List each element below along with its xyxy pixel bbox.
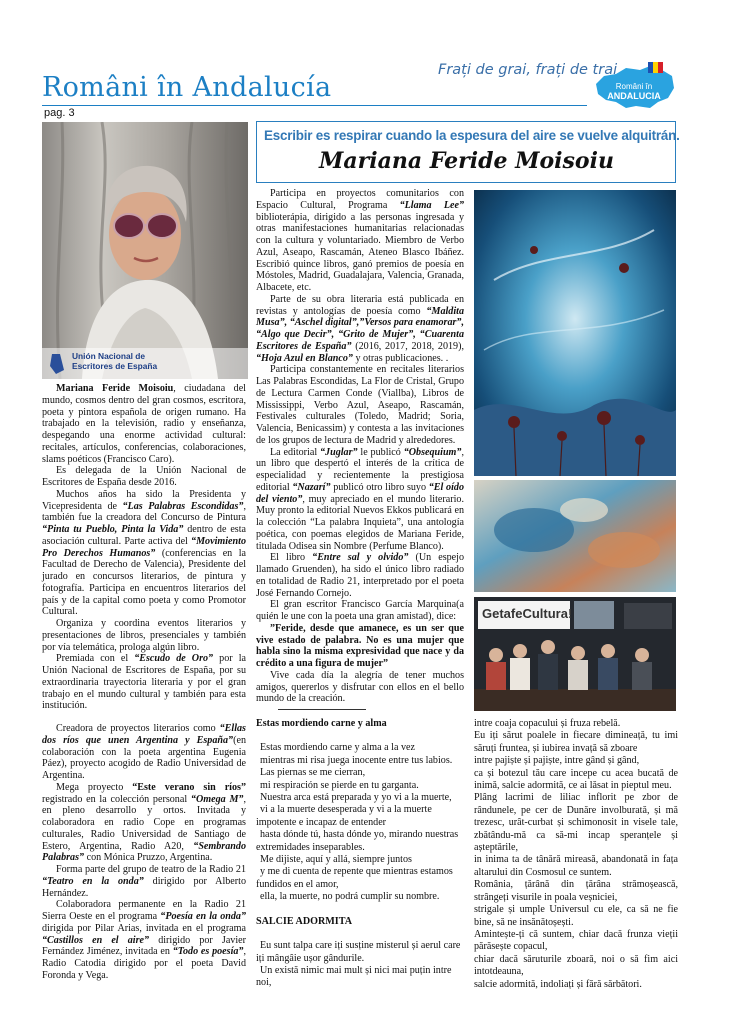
poem-line: mientras mi risa juega inocente entre tus labios. xyxy=(260,754,453,766)
column-4-poem xyxy=(474,718,678,991)
poem-line: ca și botezul tău care incepe cu acea bucată de inimă, salcie adormită, ce ai lăsat in pieptul meu. xyxy=(474,767,678,792)
poem-line: Eu sunt talpa care iți susține misterul și aerul care iți mângâie ușor gândurile. xyxy=(256,940,461,964)
poem-line: ella, la muerte, no podrá cumplir su nombre. xyxy=(260,891,440,903)
text: con Mónica Pruzzo, Argentina. xyxy=(84,852,213,864)
flag-red-icon xyxy=(658,62,663,73)
masthead-part-1: Români xyxy=(42,72,157,103)
text: La editorial xyxy=(270,446,320,458)
poem-line: vi a la muerte desesperada y vi a la muerte impotente e incapaz de entender xyxy=(256,804,432,828)
poem-line: Estas mordiendo carne y alma a la vez xyxy=(260,742,415,754)
painting-abstract-blue xyxy=(474,190,676,476)
poem-line: Un există nimic mai mult și nici mai puțin intre noi, xyxy=(256,964,452,989)
text: dentro de esta asociación cultural. Parte activa del xyxy=(42,524,247,547)
text: Participa en proyectos comunitarios con Espacio Cultural, Programa xyxy=(256,188,464,211)
event-sign-text: GetafeCultura! xyxy=(482,606,573,621)
column-2 xyxy=(256,188,464,705)
text-emph: “Pinta tu Pueblo, Pinta la Vida” xyxy=(42,524,184,535)
event-photo xyxy=(474,597,676,711)
poem-title-ro: SALCIE ADORMITA xyxy=(256,915,352,927)
text: , muy apreciado en el mundo literario. Muy pronto la editorial Nuevos Ekkos publicará en la colección “La palabra Inquieta”, una antología poética, con poemas elegidos de Mariana Feride, titulada Odisea sin Nombre (Perfume Blanco). xyxy=(256,493,464,552)
text-emph: “Juglar” xyxy=(319,446,358,458)
text-emph: “Poesía en la onda” xyxy=(160,911,246,922)
text: dirigido por Javier Fernández Jiménez, invitada en xyxy=(42,934,247,958)
poem-line: chiar dacă săruturile zboară, noi o să fim aici intotdeauna, xyxy=(474,953,678,978)
poem-line: mi respiración se pierde en tu garganta. xyxy=(260,779,419,791)
poem-line: Las piernas se me cierran, xyxy=(260,767,366,779)
page-number: pag. 3 xyxy=(44,107,75,119)
column-3-poems xyxy=(256,718,469,990)
painting-image-2 xyxy=(474,480,676,592)
text: , en pleno desarrollo y ortos. Invitada y colaboradora en radio Cope en programas culturales, Radio Universidad de Santiago de Estero, Argentina, Radio A20, xyxy=(42,793,246,852)
text-emph: “Entre sal y olvido” xyxy=(312,552,409,564)
paragraph: Vive cada día la alegría de tener muchos amigos, quererlos y disfrutar con ellos en el bello mundo de la creación. xyxy=(256,669,464,705)
poem-line: Amintește-ți că suntem, chiar dacă frunza vieții părăsește copacul, xyxy=(474,928,678,953)
text: dirigido por Alberto Hernández. xyxy=(42,875,246,899)
flag-blue-icon xyxy=(648,62,653,73)
painting-image-1 xyxy=(474,190,676,476)
text: Mega proyecto xyxy=(56,781,133,793)
poem-ro-body-start xyxy=(256,940,469,990)
paragraph: Es delegada de la Unión Nacional de Escritores de España desde 2016. xyxy=(42,465,246,488)
poem-line: Plâng lacrimi de liliac inflorit pe zbor de rândunele, pe cer de Dunăre involburată, și mă trezesc, urât-curbat și schimonosit in visele tale, zbătându-mă ca să-mi incap speranțele și așteptările, xyxy=(474,792,678,854)
paragraph xyxy=(42,383,246,465)
text-emph: “El oído del viento” xyxy=(256,481,464,505)
poem-line: România, țărână din țărâna strămoșească, strângeți visurile in poala veșniciei, xyxy=(474,879,678,903)
text: Forma parte del grupo de teatro de la Radio 21 xyxy=(56,864,246,875)
text: (2016, 2017, 2018, 2019), xyxy=(351,340,464,352)
text: registrado en la colección personal xyxy=(42,793,191,805)
paragraph xyxy=(256,188,464,294)
paragraph xyxy=(42,782,246,864)
author-portrait xyxy=(42,122,248,379)
logo-line-1: Români în xyxy=(615,82,653,91)
poem-es-body xyxy=(256,742,469,903)
text: biblioterápia, dirigido a las personas ingresada y otras manifestaciones humanitarias relacionadas con la cultura y voluntariado. Miembro de Verbo Azul, Aseapo, Rascamán, Ateneo Blasco Ibáñez. Escribió quince libros, ganó premios de poesía en Móstoles, Madrid, Guadalajara, Valencia, Granada, Albacete, etc. xyxy=(256,211,464,293)
masthead-tagline: Frați de grai, frați de trai xyxy=(438,62,618,78)
text-emph: “Llama Lee” xyxy=(399,199,464,211)
masthead-part-2: în Andalucía xyxy=(157,72,332,103)
poem-line: Nuestra arca está preparada y yo vi a la muerte, xyxy=(260,792,452,804)
text-emph: “Las Palabras Escondidas” xyxy=(122,500,244,512)
text-emph: “Todo es poesía” xyxy=(172,946,244,958)
quote: ”Feride, desde que amanece, es un ser que vive estado de palabra. No es una mujer que habla sino la misma expresividad que nace y da crédito a una figura de mujer” xyxy=(256,622,464,669)
paragraph xyxy=(42,723,246,782)
poem-line: hasta dónde tú, hasta dónde yo, mirando nuestras extremidades inseparables. xyxy=(256,829,459,853)
paragraph: El gran escritor Francisco García Marquina(a quién le une con la poeta una gran amistad), dice: xyxy=(256,599,464,622)
text: Premiada con el xyxy=(56,653,135,665)
text: y otras publicaciones. . xyxy=(352,352,449,364)
poem-title-es: Estas mordiendo carne y alma xyxy=(256,718,387,729)
text: Muchos años ha sido la Presidenta y Vicepresidenta de xyxy=(42,488,246,512)
text-emph: “Sembrando Palabras” xyxy=(42,840,246,864)
text: Parte de su obra literaria está publicada en revistas y antologías de poesía como xyxy=(256,293,464,317)
poem-line: in inima ta de tânără mireasă, abandonată in fața altarului din Cosmosul ce suntem. xyxy=(474,854,678,878)
poem-line: Me dijiste, aquí y allá, siempre juntos xyxy=(260,854,412,866)
text-emph: “Castillos en el aire” xyxy=(42,934,150,946)
paragraph xyxy=(42,899,246,981)
author-name-bold: Mariana Feride Moisoiu xyxy=(56,383,174,394)
text: Creadora de proyectos literarios como xyxy=(56,723,220,734)
poem-line: intre pajiște și pajiște, intre gând și gând, xyxy=(474,755,640,767)
masthead-title xyxy=(42,72,331,103)
article-headline: Escribir es respirar cuando la espesura del aire se vuelve alquitrán. xyxy=(264,128,680,143)
text-emph: “Movimiento Pro Derechos Humanos” xyxy=(42,535,246,559)
text: , también fue la creadora del Concurso de Pintura xyxy=(42,500,246,524)
logo-line-2: ANDALUCIA xyxy=(607,91,661,101)
flag-yellow-icon xyxy=(653,62,658,73)
header-divider xyxy=(42,105,587,106)
text: Colaboradora permanente en la Radio 21 Sierra Oeste en el programa xyxy=(42,899,246,922)
paragraph xyxy=(256,294,464,365)
poem-line: intre coaja copacului și fruza rebelă. xyxy=(474,718,621,729)
poem-line: y me di cuenta de repente que mientras estamos fundidos en el amor, xyxy=(256,866,453,890)
paragraph: Organiza y coordina eventos literarios y presentaciones de libros, presenciales y también por vía telemática, prologa algún libro. xyxy=(42,618,246,653)
text-emph: “Teatro en la onda” xyxy=(42,875,144,887)
text-emph: “Nazarí” xyxy=(292,481,331,493)
paragraph xyxy=(42,864,246,899)
text: , Radio Catodia dirigido por el poeta David Foronda y Vega. xyxy=(42,946,247,981)
paragraph xyxy=(256,447,464,553)
paragraph xyxy=(42,489,246,618)
text-emph: “Ellas dos ríos que unen Argentina y España” xyxy=(42,723,246,746)
section-divider xyxy=(278,709,366,710)
text: , un libro que despertó el interés de la crítica de especialidad y recientemente la prestigiosa editorial xyxy=(256,446,464,493)
portrait-illustration xyxy=(42,122,248,379)
text-emph: “Hoja Azul en Blanco” xyxy=(256,352,353,364)
poem-line: salcie adormită, indoliați și fără sărbători. xyxy=(474,978,642,990)
text-emph: “Omega M” xyxy=(190,793,244,805)
poem-line: strigale și umple Universul cu ele, ca să ne fie bine, să ne insănătoșești. xyxy=(474,904,678,928)
text-emph: “Maldita Musa”, “Aschel digital”,”Versos para enamorar”, “Algo que Decir”, “Grito de Mujer”, “Cuarenta Escritores de España” xyxy=(256,305,464,352)
text: El libro xyxy=(270,552,313,564)
paragraph xyxy=(256,552,464,599)
text-bold: “Este verano sin ríos” xyxy=(132,781,246,793)
text: (Un espejo llamado Gruenden), ha sido el único libro radiado en totalidad de Radio 21, interpretado por el poeta José Fernando Cornejo. xyxy=(256,552,464,599)
portrait-caption xyxy=(72,351,157,371)
text: (en colaboración con la poeta argentina Eugenia Páez), proyecto acogido de Radio Universidad de Argentina. xyxy=(42,734,246,781)
text: por la Unión Nacional de Escritores de España, por su extraordinaria trayectoria literaria y por el gran trabajo en el mundo cultural y también para esta institución. xyxy=(42,653,247,712)
article-author: Mariana Feride Moisoiu xyxy=(319,148,614,174)
paragraph xyxy=(42,653,246,712)
text: (conferencias en la Facultad de Derecho de Valencia), Presidente del jurado en concursos literarios, de pintura y fotografía. Participa en encuentros literarios del país y de la capital como poeta y como Promotor Cultural. xyxy=(42,547,246,618)
text: le publicó xyxy=(357,446,404,458)
painting-abstract-texture xyxy=(474,480,676,592)
poem-line: Eu iți sărut poalele in fiecare dimineață, tu imi săruți fruntea, și iubirea invață să zboare xyxy=(474,730,678,754)
andalucia-map-logo xyxy=(592,62,676,112)
text: dirigida por Pilar Arias, invitada en el programa xyxy=(42,922,246,934)
paragraph: Participa constantemente en recitales literarios Las Palabras Escondidas, La Flor de Cristal, Grupo de Lectura Carmen Conde (Viallba), Libros de Mississippi, Verbo Azul, Aseapo, Rascamán, Festivales culturales (Toledo, Madrid; Soria, Valencia, Benicassim) y contesta a las invitaciones de los grupos de lectura de Madrid y alrededores. xyxy=(256,364,464,446)
text: , ciudadana del mundo, cosmos dentro del gran cosmos, escritora, poeta y pintora española de origen rumano. Ha trabajado en la televisión, radio y enseñanza, despegando una enorme actividad cultural: recitales, artículos, conferencias, colaboraciones, slams poéticos (Francisco Caro). xyxy=(42,383,246,465)
poem-ro-body-cont xyxy=(474,718,678,991)
text-emph: “Obsequium” xyxy=(403,446,462,458)
portrait-caption-line-2: Escritores de España xyxy=(72,361,158,371)
text: publicó otro libro suyo xyxy=(330,481,429,493)
column-1 xyxy=(42,383,246,982)
portrait-caption-line-1: Unión Nacional de xyxy=(72,351,146,361)
text-emph: “Escudo de Oro” xyxy=(134,653,214,665)
